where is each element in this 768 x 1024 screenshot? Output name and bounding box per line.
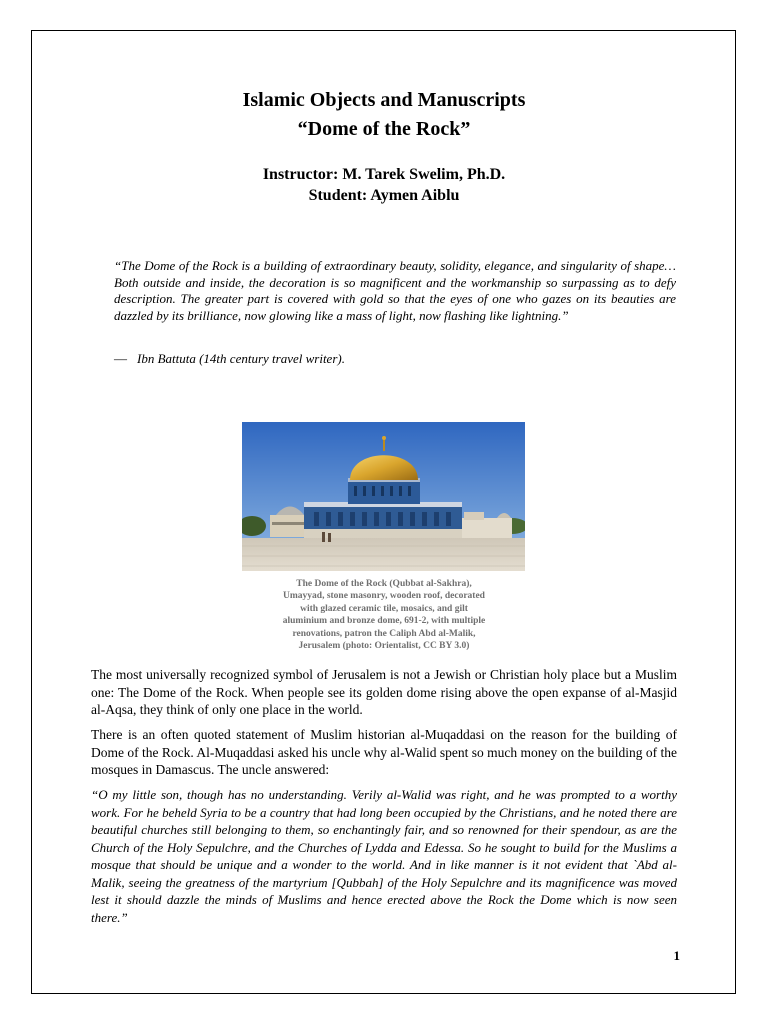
body-paragraph-2: There is an often quoted statement of Muslim historian al-Muqaddasi on the reason for the building of Dome of the Rock. Al-Muqaddasi asked his uncle why al-Walid spent so much money on the building of the mosques in Damascus. The uncle answered:	[91, 727, 677, 777]
body-paragraph-1: The most universally recognized symbol of Jerusalem is not a Jewish or Christian holy place but a Muslim one: The Dome of the Rock. When people see its golden dome rising above the open expanse of al-Masjid al-Aqsa, they think of only one place in the world.	[91, 667, 677, 717]
instructor-line: Instructor: M. Tarek Swelim, Ph.D.	[262, 166, 506, 183]
octagon-base	[304, 502, 462, 540]
dome-of-the-rock-photo	[242, 422, 525, 571]
caption-line: aluminium and bronze dome, 691-2, with multiple	[282, 616, 486, 627]
drum	[348, 478, 420, 504]
caption-line: Jerusalem (photo: Orientalist, CC BY 3.0)	[298, 641, 470, 652]
student-line: Student: Aymen Aiblu	[308, 187, 460, 204]
figure-caption	[262, 578, 506, 652]
caption-line: renovations, patron the Caliph Abd al-Malik,	[292, 628, 476, 639]
document-subtitle: “Dome of the Rock”	[297, 118, 471, 140]
al-muqaddasi-quote: “O my little son, though has no understanding. Verily al-Walid was right, and he was prompted to a worthy work. For he beheld Syria to be a country that had long been occupied by the Christians, and he noted there are beautiful churches still belonging to them, so enchantingly fair, and so renowned for their spendour, as are the Church of the Holy Sepulchre, and the Churches of Lydda and Edessa. So he sought to build for the Muslims a mosque that should be unique and a wonder to the world. And in like manner is it not evident that `Abd al-Malik, seeing the greatness of the martyrium [Qubbah] of the Holy Sepulchre and its magnificence was moved lest it should dazzle the minds of Muslims and hence erected above the Rock the Dome which is now seen there.”	[91, 787, 677, 925]
caption-line: with glazed ceramic tile, mosaics, and gilt	[300, 603, 468, 614]
attribution-dash: —	[114, 351, 127, 366]
attribution-author: Ibn Battuta (14th century travel writer).	[137, 351, 345, 366]
document-title: Islamic Objects and Manuscripts	[242, 89, 526, 111]
caption-line: The Dome of the Rock (Qubbat al-Sakhra),	[296, 579, 472, 589]
caption-line: Umayyad, stone masonry, wooden roof, decorated	[283, 591, 485, 602]
opening-quote: “The Dome of the Rock is a building of extraordinary beauty, solidity, elegance, and singularity of shape… Both outside and inside, the decoration is so magnificent and the workmanship so surpassing as to defy description. The greater part is covered with gold so that the eyes of one who gazes on its beauties are dazzled by its brilliance, now glowing like a mass of light, now flashing like lightning.”	[114, 258, 676, 323]
quote-attribution	[114, 350, 345, 367]
page-number: 1	[673, 948, 680, 963]
